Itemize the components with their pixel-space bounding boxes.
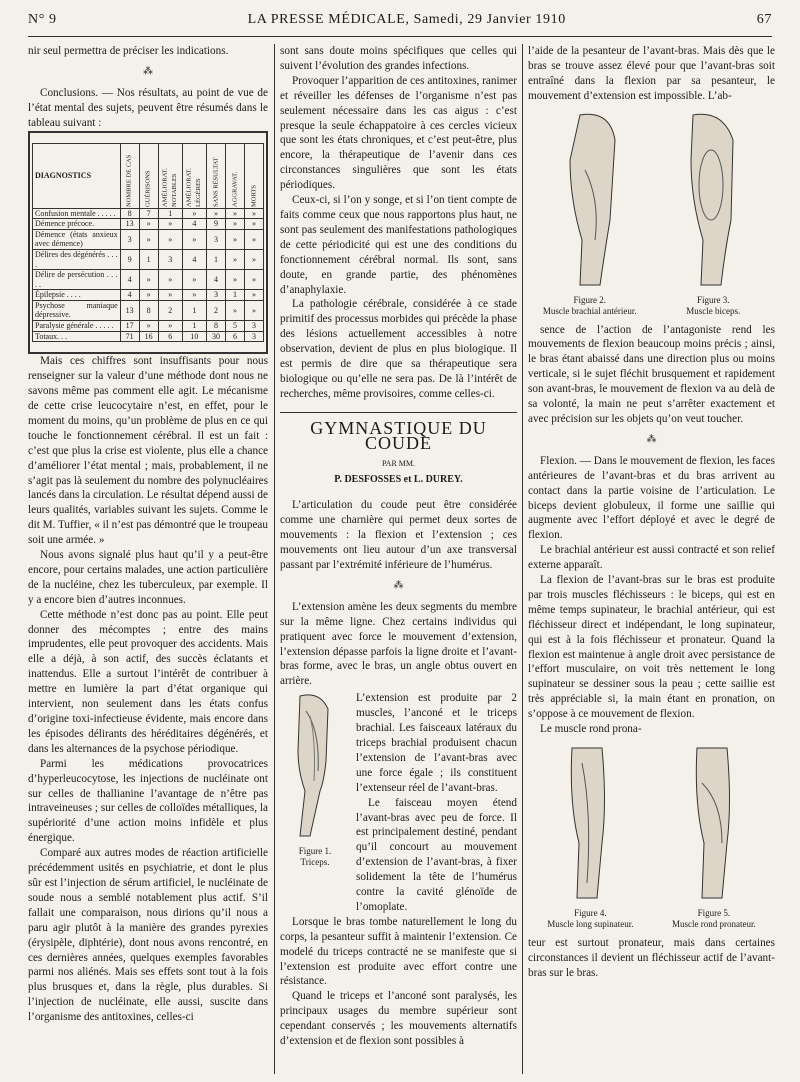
header-rule xyxy=(28,36,772,37)
table-cell: 17 xyxy=(120,321,139,332)
table-cell: 6 xyxy=(158,331,182,342)
biceps-illustration xyxy=(663,110,763,290)
table-cell: Délires des dégénérés . . . . xyxy=(33,249,121,269)
figure-2 xyxy=(540,110,640,317)
paragraph: sence de l’action de l’antagoniste rend les mouvements de flexion beaucoup moins précis ; ainsi, le bras étant abaissé dans une direction plus ou moins verticale, si le sujet fléchit brusquement et rapidement son avant-bras, le mouvement de flexion va au delà de sa volonté, la main ne peut s’arrêter exactement et avec précision sur les objets qu’on veut toucher. xyxy=(528,323,775,425)
paragraph: l’aide de la pesanteur de l’avant-bras. Mais dès que le bras se trouve assez élevé pour que l’avant-bras soit entraîné dans la flexion par sa pesanteur, le mouvement d’extension est impossible. L’ab- xyxy=(528,45,775,102)
figure-1-subcaption: Triceps. xyxy=(300,857,330,868)
table-row xyxy=(33,331,264,342)
table-cell: 3 xyxy=(245,321,264,332)
table-header-cell: AMÉLIORAT. LÉGÈRES xyxy=(182,143,206,208)
table-cell: 1 xyxy=(182,321,206,332)
table-cell: 71 xyxy=(120,331,139,342)
table-cell: 8 xyxy=(139,300,158,320)
table-header-cell: AGGRAVAT. xyxy=(226,143,245,208)
table-header-cell: AMÉLIORAT. NOTABLES xyxy=(158,143,182,208)
table-cell: 4 xyxy=(120,270,139,290)
table-cell: 9 xyxy=(120,249,139,269)
paragraph: L’extension amène les deux segments du membre sur la même ligne. Chez certains individus qui pratiquent avec force le mouvement d’extension, l’extension dépasse parfois la ligne droite et l’avant-bras forme, avec le bras, un angle obtus ouvert en arrière. xyxy=(280,600,517,688)
table-cell: » xyxy=(245,229,264,249)
paragraph: Le muscle rond prona- xyxy=(540,723,642,736)
table-cell: 2 xyxy=(207,300,226,320)
table-cell: Démence (états anxieux avec démence) xyxy=(33,229,121,249)
table-cell: 8 xyxy=(207,321,226,332)
article-authors: P. DESFOSSES et L. DUREY. xyxy=(334,474,463,486)
table-cell: 1 xyxy=(207,249,226,269)
journal-title: LA PRESSE MÉDICALE, Samedi, 29 Janvier 1910 xyxy=(247,12,566,27)
table-cell: 13 xyxy=(120,219,139,230)
article-title: GYMNASTIQUE DU COUDE xyxy=(310,417,487,453)
long-supinator-illustration xyxy=(547,743,627,903)
table-cell: » xyxy=(182,208,206,219)
table-cell: » xyxy=(139,290,158,301)
column-1 xyxy=(28,44,268,1025)
paragraph: Lorsque le bras tombe naturellement le long du corps, la pesanteur suffit à maintenir l’extension. Ce modelé du triceps contracté ne se manifeste que si l’extension est produite avec effort contre une résistance. xyxy=(280,915,517,988)
table-row xyxy=(33,300,264,320)
table-cell: 3 xyxy=(245,331,264,342)
section-separator: ⁂ xyxy=(143,65,153,77)
table-cell: 13 xyxy=(120,300,139,320)
figure-1-side-text xyxy=(356,691,517,915)
table-cell: » xyxy=(226,249,245,269)
table-row xyxy=(33,321,264,332)
table-cell: » xyxy=(226,300,245,320)
figure-5-subcaption: Muscle rond pronateur. xyxy=(672,918,756,929)
table-cell: 30 xyxy=(207,331,226,342)
paragraph: La pathologie cérébrale, considérée à ce stade primitif des processus morbides qui précède la phase des lésions actuellement accessibles à notre observation, devient de plus en plus biologique. Il est permis de dire que sa thérapeutique sera biologique ou qu’elle ne sera pas. De là l’intérêt de recherches, même provisoires, comme celles-ci. xyxy=(280,298,517,400)
figures-2-3 xyxy=(528,110,775,317)
table-row xyxy=(33,208,264,219)
table-cell: 16 xyxy=(139,331,158,342)
table-cell: Démence précoce. xyxy=(33,219,121,230)
table-cell: » xyxy=(226,229,245,249)
page-number: 67 xyxy=(756,12,772,27)
table-cell: » xyxy=(139,321,158,332)
paragraph: teur est surtout pronateur, mais dans certaines circonstances il devient un fléchisseur actif de l’avant-bras sur le bras. xyxy=(528,936,775,979)
table-cell: » xyxy=(158,270,182,290)
table-cell: » xyxy=(139,219,158,230)
table-cell: » xyxy=(226,219,245,230)
table-cell: 1 xyxy=(226,290,245,301)
figure-3-caption: Figure 3. xyxy=(697,294,730,305)
section-separator: ⁂ xyxy=(393,579,404,591)
table-cell: 1 xyxy=(158,208,182,219)
table-cell: » xyxy=(245,270,264,290)
triceps-illustration xyxy=(280,691,350,841)
table-cell: » xyxy=(226,208,245,219)
table-cell: Délire de persécution . . . . . xyxy=(33,270,121,290)
figure-3-subcaption: Muscle biceps. xyxy=(686,305,741,316)
table-cell: » xyxy=(226,270,245,290)
results-table-frame xyxy=(28,131,268,355)
table-cell: 2 xyxy=(158,300,182,320)
paragraph: Comparé aux autres modes de réaction artificielle précédemment usités en psychiatrie, et dont le plus sûr est l’injection de sérum artificiel, le nucléinate de soude nous a semblé notablement plus actif. S’il fallait une comparaison, nous dirions qu’il nous a paru agir plutôt à la manière des grandes pyrexies (érysipèle, diphtérie), dont nous avons rencontré, en ces dernières années, quelques exemples favorables parmi nos aliénés. Mais ses effets sont tout à la fois plus brusques et, dans la règle, plus durables. Si l’injection de nucléinate, elle aussi, suscite dans l’organisme des antitoxines, celles-ci xyxy=(28,847,268,1024)
paragraph: L’extension est produite par 2 muscles, l’anconé et le triceps brachial. Les faisceaux latéraux du triceps brachial produisent chacun l’extension de l’avant-bras avec une force égale ; ils constituent l’extenseur réel de l’avant-bras. xyxy=(356,692,517,794)
table-header-cell: GUÉRISONS xyxy=(139,143,158,208)
table-cell: » xyxy=(139,270,158,290)
paragraph: Provoquer l’apparition de ces antitoxines, ranimer et réveiller les défenses de l’organisme n’est pas seulement nécessaire dans les cas aigus : c’est presque la seule échappatoire à ces cercles vicieux que sont les états chroniques, et c’est peut-être, plus encore, la thérapeutique de l’avenir dans ces circonstances singulières que sont les états périodiques. xyxy=(280,74,517,192)
figure-5 xyxy=(672,743,756,930)
table-cell: » xyxy=(182,290,206,301)
table-cell: » xyxy=(158,229,182,249)
table-cell: 1 xyxy=(139,249,158,269)
figure-4-caption: Figure 4. xyxy=(574,907,607,918)
issue-number: N° 9 xyxy=(28,12,57,27)
table-header-cell: NOMBRE DE CAS xyxy=(120,143,139,208)
brachial-muscle-illustration xyxy=(540,110,640,290)
table-body xyxy=(33,208,264,342)
table-cell: 10 xyxy=(182,331,206,342)
section-separator: ⁂ xyxy=(646,433,657,445)
table-cell: » xyxy=(245,219,264,230)
paragraph: Flexion. — Dans le mouvement de flexion, les faces antérieures de l’avant-bras et du bras arrivent au contact dans la partie voisine de l’articulation. Le biceps devient globuleux, il forme une saillie qui augmente avec l’effort déployé et avec le degré de flexion. xyxy=(528,454,775,542)
figure-2-caption: Figure 2. xyxy=(573,294,606,305)
results-table xyxy=(32,143,264,343)
table-cell: 7 xyxy=(139,208,158,219)
table-header-cell: SANS RÉSULTAT xyxy=(207,143,226,208)
column-3 xyxy=(528,44,775,981)
paragraph: Le brachial antérieur est aussi contracté et son relief externe apparaît. xyxy=(528,544,775,572)
paragraph: Quand le triceps et l’anconé sont paralysés, les principaux usages du membre supérieur sont cependant conservés ; les mouvements alternatifs d’extension et de flexion sont possibles à xyxy=(280,990,517,1048)
table-cell: Totaux. . . xyxy=(33,331,121,342)
paragraph: Mais ces chiffres sont insuffisants pour nous renseigner sur la valeur d’une méthode dont nous ne savons même pas comment elle agit. Le mécanisme de cette crise leucocytaire n’est, en effet, pour le moment du moins, qu’un problème de plus en ce qui touche le fonctionnement cérébral. Il est un fait : c’est que plus la crise est violente, plus elle a chance d’améliorer l’état mental ; mais, probablement, il ne s’agit pas là seulement du nombre des polynucléaires lancés dans la circulation. Le résultat dépend aussi de leurs qualités, variables suivant les sujets. Comme le dit M. Tuffier, « il n’est pas démontré que le troupeau soit une armée. » xyxy=(28,355,268,547)
figure-4-subcaption: Muscle long supinateur. xyxy=(547,918,634,929)
table-header-cell: DIAGNOSTICS xyxy=(33,143,121,208)
table-cell: » xyxy=(158,321,182,332)
table-header-row xyxy=(33,143,264,208)
table-cell: » xyxy=(182,270,206,290)
table-cell: » xyxy=(245,249,264,269)
table-cell: 3 xyxy=(120,229,139,249)
table-cell: Paralysie générale . . . . . xyxy=(33,321,121,332)
table-row xyxy=(33,270,264,290)
table-cell: 4 xyxy=(207,270,226,290)
figure-5-caption: Figure 5. xyxy=(697,907,731,918)
table-cell: 3 xyxy=(207,229,226,249)
table-row xyxy=(33,219,264,230)
figure-3 xyxy=(663,110,763,317)
column-2 xyxy=(280,44,517,1049)
table-cell: » xyxy=(139,229,158,249)
paragraph: Nous avons signalé plus haut qu’il y a peut-être encore, pour certains malades, une action particulière de la nucléine, chez les tuberculeux, par exemple. Il y a encore bien d’autres inconnues. xyxy=(28,549,268,606)
column-divider xyxy=(522,44,523,1074)
table-cell: 6 xyxy=(226,331,245,342)
paragraph: Ceux-ci, si l’on y songe, et si l’on tient compte de faits comme ceux que nous rapportons plus haut, ne sont pas seulement des manifestations pathologiques de cette périodicité qui est une des conditions du fonctionnement cérébral normal. Ils sont, sans doute, en grande partie, des phénomènes d’anaphylaxie. xyxy=(280,194,517,296)
paragraph: nir seul permettra de préciser les indications. xyxy=(28,45,229,57)
byline-par: PAR MM. xyxy=(381,458,416,468)
table-row xyxy=(33,290,264,301)
table-cell: » xyxy=(182,229,206,249)
table-cell: » xyxy=(245,208,264,219)
table-cell: 4 xyxy=(182,219,206,230)
paragraph: Le faisceau moyen étend l’avant-bras avec peu de force. Il est principalement destiné, pendant qu’il concourt au mouvement d’extension de l’avant-bras, à fixer solidement la tête de l’humérus contre la cavité glénoïde de l’omoplate. xyxy=(356,796,517,913)
paragraph: sont sans doute moins spécifiques que celles qui suivent l’évolution des grandes infections. xyxy=(280,45,517,72)
table-cell: » xyxy=(245,300,264,320)
page-header xyxy=(28,12,772,36)
figure-4 xyxy=(547,743,633,930)
article-rule xyxy=(280,412,517,413)
table-cell: » xyxy=(245,290,264,301)
table-cell: 3 xyxy=(207,290,226,301)
table-cell: 5 xyxy=(226,321,245,332)
column-divider xyxy=(274,44,275,1074)
figure-2-subcaption: Muscle brachial antérieur. xyxy=(542,305,637,316)
table-cell: 3 xyxy=(158,249,182,269)
table-row xyxy=(33,229,264,249)
round-pronator-illustration xyxy=(672,743,752,903)
table-cell: 1 xyxy=(182,300,206,320)
figure-1-caption: Figure 1. xyxy=(298,846,332,857)
table-cell: 9 xyxy=(207,219,226,230)
table-cell: Psychose maniaque dépressive. xyxy=(33,300,121,320)
figure-1-block xyxy=(280,691,517,915)
figure-1 xyxy=(280,691,350,915)
paragraph: Parmi les médications provocatrices d’hyperleucocytose, les injections de nucléinate ont sur celles de thallianine l’avantage de n’être pas intraveineuses ; sur celles de colloïdes métalliques, la supériorité d’une action moins infidèle et plus énergique. xyxy=(28,757,268,845)
figures-4-5 xyxy=(528,743,775,930)
paragraph: Cette méthode n’est donc pas au point. Elle peut donner des mécomptes ; entre des mains imprudentes, elle peut provoquer des accidents. Mais elle a déjà, à son actif, des succès éclatants et inattendus. Elle a surtout l’intérêt de contribuer à mettre en lumière la part d’état organique qui intervient, non seulement dans les états confus d’origine toxi-infectieuse évidente, mais encore dans les épisodes délirants des héréditaires dégénérés, et dans les alternances de la psychose périodique. xyxy=(28,608,268,755)
table-cell: Épilepsie . . . . xyxy=(33,290,121,301)
table-row xyxy=(33,249,264,269)
paragraph: Conclusions. — Nos résultats, au point de vue de l’état mental des sujets, peuvent être résumés dans le tableau suivant : xyxy=(28,86,268,129)
paragraph: L’articulation du coude peut être considérée comme une charnière qui permet deux sortes de mouvements : la flexion et l’extension ; ces mouvements ont lieu autour d’un axe transversal passant par l’extrémité inférieure de l’humérus. xyxy=(280,499,517,571)
table-header-cell: MORTS xyxy=(245,143,264,208)
table-cell: 8 xyxy=(120,208,139,219)
table-cell: » xyxy=(158,219,182,230)
table-cell: » xyxy=(207,208,226,219)
table-cell: » xyxy=(158,290,182,301)
paragraph: La flexion de l’avant-bras sur le bras est produite par trois muscles fléchisseurs : le biceps, qui est en même temps supinateur, le brachial antérieur, qui est fléchisseur direct et indépendant, le long supinateur, qui est à la fois fléchisseur et pronateur. Quand la flexion est maintenue à angle droit avec persistance de l’effort musculaire, on voit très nettement le long supinateur se dessiner sous la peau ; cette saillie est très appréciable si, la main étant en pronation, on s’oppose à ce mouvement de flexion. xyxy=(528,574,775,721)
table-cell: 4 xyxy=(120,290,139,301)
table-cell: 4 xyxy=(182,249,206,269)
table-cell: Confusion mentale . . . . . xyxy=(33,208,121,219)
